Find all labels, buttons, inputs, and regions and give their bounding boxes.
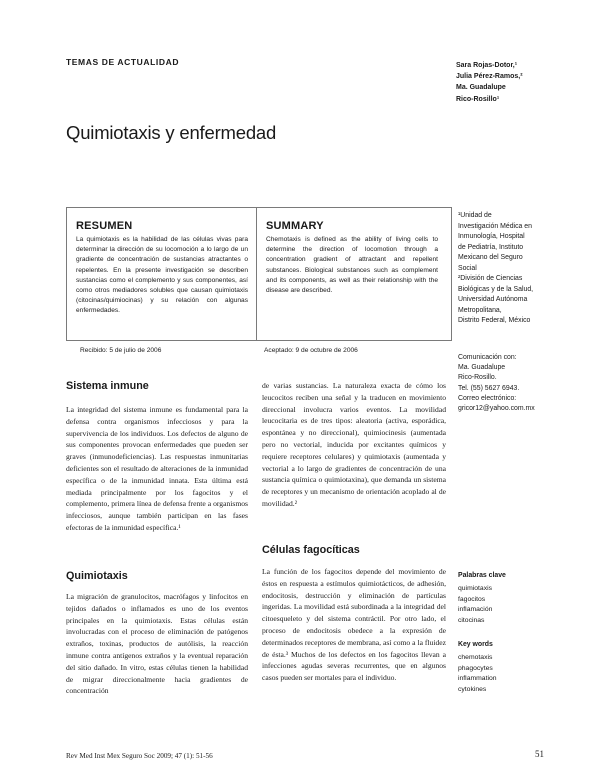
- keyword-item: quimiotaxis: [458, 585, 492, 592]
- author-line: Ma. Guadalupe: [456, 84, 506, 92]
- keyword-item: fagocitos: [458, 595, 486, 603]
- contact-line: Ma. Guadalupe: [458, 364, 506, 372]
- affiliation-line: Inmunología, Hospital: [458, 233, 525, 240]
- keywords-es-list: [458, 584, 492, 626]
- affiliation-line: ²División de Ciencias: [458, 275, 523, 282]
- heading-sistema-inmune: Sistema inmune: [66, 380, 149, 392]
- contact-line: Comunicación con:: [458, 354, 517, 361]
- affiliation-line: Mexicano del Seguro: [458, 254, 523, 261]
- author-line: Julia Pérez-Ramos,²: [456, 73, 523, 81]
- abstract-divider: [256, 207, 257, 340]
- journal-citation: Rev Med Inst Mex Seguro Soc 2009; 47 (1): 51-56: [66, 752, 213, 760]
- affiliation-line: Biológicas y de la Salud,: [458, 285, 534, 293]
- affiliations: [458, 211, 593, 327]
- affiliation-line: Social: [458, 264, 477, 272]
- affiliation-line: de Pediatría, Instituto: [458, 243, 524, 251]
- keyword-item: phagocytes: [458, 664, 493, 672]
- heading-celulas-fagociticas: Células fagocíticas: [262, 544, 360, 556]
- quimiotaxis-text: La migración de granulocitos, macrófagos y linfocitos en tejidos dañados o inflamados es uno de los eventos principales en la quimiotaxis. Estas células están involucradas con el proceso de eliminación de patógenos extraños, toxinas, productos de autólisis, la reacción inmune contra antígenos extraños y la eventual reparación del sitio dañado. In vitro, estas células tienen la habilidad de migrar direccionalmente hacia gradientes de concentración: [66, 592, 248, 696]
- keywords-en-heading: Key words: [458, 641, 493, 648]
- keyword-item: inflammation: [458, 675, 497, 683]
- keywords-en-list: [458, 653, 497, 695]
- author-list: [456, 60, 523, 105]
- sistema-inmune-text: La integridad del sistema inmune es fundamental para la defensa contra organismos infecciosos y para la supervivencia de los individuos. Los defectos de alguno de sus componentes provocan enfermedades que pueden ser graves (inmunodeficiencias). Las respuestas inmunitarias deficientes son el resultado de alteraciones de la inmunidad específica o de la inmunidad innata. Esta última está mediada principalmente por los fagocitos y el complemento, primera línea de defensa frente a organismos infecciosos, aunque también participan en las fases efectoras de la inmunidad específica.¹: [66, 405, 248, 532]
- contact-line: Rico-Rosillo.: [458, 374, 497, 382]
- summary-text: Chemotaxis is defined as the ability of living cells to determine the direction of locomotion through a concentration gradient of attractant and repellent substances. Biological substances such as complement and its components, as well as their relationship with the disease are described.: [266, 236, 438, 295]
- keyword-item: chemotaxis: [458, 654, 493, 661]
- author-line: Rico-Rosillo¹: [456, 95, 500, 103]
- affiliation-line: ¹Unidad de: [458, 212, 492, 219]
- affiliation-line: Metropolitana,: [458, 306, 502, 314]
- page-number: 51: [535, 749, 544, 759]
- keywords-es-heading: Palabras clave: [458, 572, 506, 579]
- resumen-heading: RESUMEN: [76, 220, 133, 232]
- article-title: Quimiotaxis y enfermedad: [66, 122, 277, 143]
- affiliation-line: Distrito Federal, México: [458, 317, 531, 324]
- keyword-item: citocinas: [458, 616, 485, 624]
- keyword-item: cytokines: [458, 685, 487, 693]
- col2-continuation-text: de varias sustancias. La naturaleza exacta de cómo los leucocitos reciben una señal y la traducen en movimiento direccional involucra varios eventos. La movilidad leucocitaria es de tres tipos: aleatoria (activa, esporádica, espontánea y no direccional), quimiocinesis (aumentada pero no vectorial, inducida por excitantes químicos y requiere receptores celulares) y quimiotaxis (aumentada y vectorial a lo largo de gradientes de concentración de una sustancia química o quimiotaxina), que demanda un sistema de receptores y un mecanismo de orientación acoplado al de movilidad.²: [262, 381, 446, 508]
- affiliation-line: Universidad Autónoma: [458, 296, 528, 303]
- accepted-date: Aceptado: 9 de octubre de 2006: [264, 347, 358, 354]
- celulas-fagociticas-text: La función de los fagocitos depende del movimiento de éstos en respuesta a estímulos quimiotácticos, de adhesión, endocitosis, destrucción y eliminación de partículas ingeridas. La movilidad está subordinada a la integridad del citoesqueleto y del sistema contráctil. Por otro lado, el proceso de endocitosis obedece a la expresión de determinados receptores de membrana, así como a la fluidez de ésta.³ Muchos de los defectos en los fagocitos llevan a infecciones agudas severas recurrentes, que en algunos casos pueden ser mortales para el individuo.: [262, 567, 446, 683]
- contact-email[interactable]: gricor12@yahoo.com.mx: [458, 405, 535, 413]
- affiliation-line: Investigación Médica en: [458, 222, 532, 230]
- resumen-text: La quimiotaxis es la habilidad de las células vivas para determinar la dirección de su locomoción a lo largo de un gradiente de concentración de sustancias atractantes o repelentes. En la presente investigación se describen sustancias como el complemento y sus componentes, así como otros mediadores solubles que causan quimiotaxis (citocinas/quimiocinas) y su relación con algunas enfermedades.: [76, 236, 248, 315]
- contact-line: Correo electrónico:: [458, 394, 517, 402]
- contact-line: Tel. (55) 5627 6943.: [458, 384, 520, 392]
- keyword-item: inflamación: [458, 606, 493, 614]
- heading-quimiotaxis: Quimiotaxis: [66, 570, 128, 582]
- summary-heading: SUMMARY: [266, 220, 324, 232]
- author-line: Sara Rojas-Dotor,¹: [456, 62, 518, 69]
- contact-info: [458, 353, 535, 414]
- received-date: Recibido: 5 de julio de 2006: [80, 347, 162, 354]
- section-label: TEMAS DE ACTUALIDAD: [66, 57, 180, 67]
